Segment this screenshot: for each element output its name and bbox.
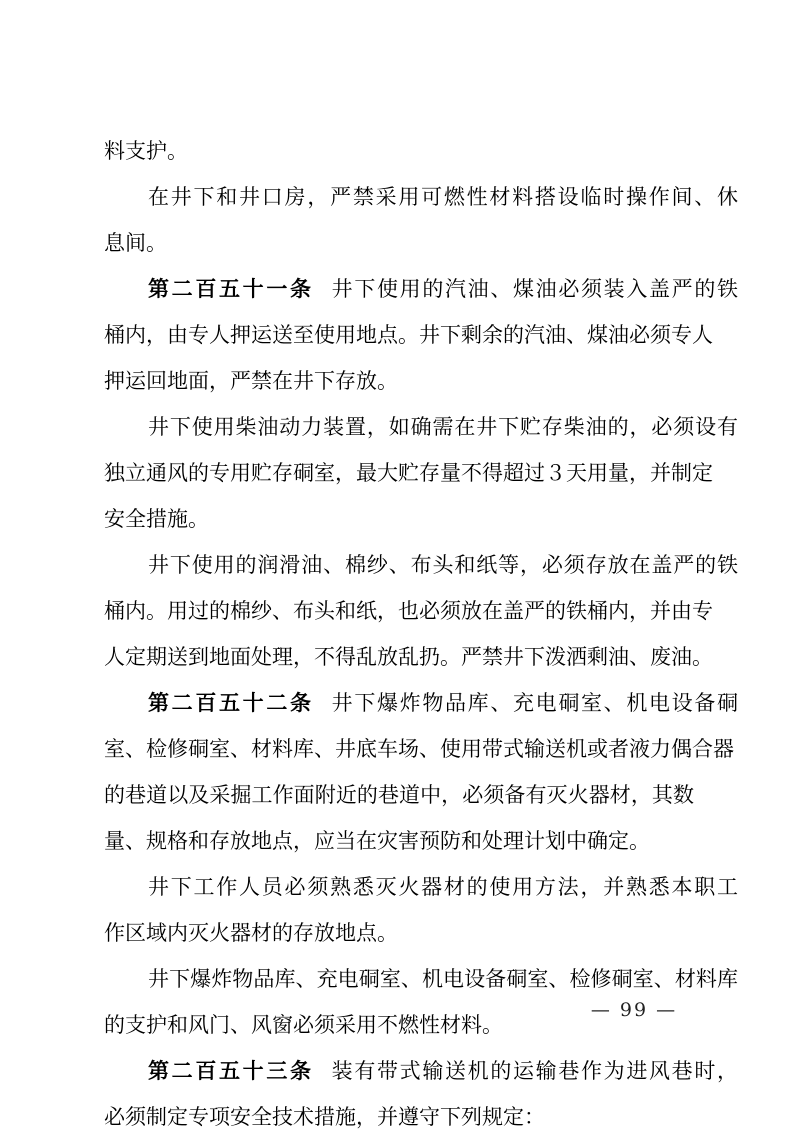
paragraph-first-line: [104, 542, 738, 588]
text-line: [104, 818, 694, 864]
line-text: 桶内。用过的棉纱、布头和纸，也必须放在盖严的铁桶内，并由专: [104, 599, 713, 623]
article-heading-line: [104, 680, 738, 726]
line-text: 井下爆炸物品库、充电硐室、机电设备硐室、检修硐室、材料库: [148, 967, 738, 991]
text-line: [104, 358, 694, 404]
line-text: 料支护。: [104, 139, 188, 163]
text-line: [104, 450, 713, 496]
article-number: 第二百五十二条: [148, 691, 314, 715]
line-text: 的支护和风门、风窗必须采用不燃性材料。: [104, 1013, 503, 1037]
text-line: [104, 312, 713, 358]
line-text: 在井下和井口房，严禁采用可燃性材料搭设临时操作间、休: [148, 185, 738, 209]
text-line: [104, 726, 734, 772]
page-number: — 99 —: [590, 999, 678, 1021]
line-text: 的巷道以及采掘工作面附近的巷道中，必须备有灭火器材，其数: [104, 783, 694, 807]
line-text: 井下工作人员必须熟悉灭火器材的使用方法，并熟悉本职工: [148, 875, 738, 899]
line-text: 人定期送到地面处理，不得乱放乱扔。严禁井下泼洒剩油、废油。: [104, 645, 713, 669]
paragraph-first-line: [104, 174, 738, 220]
document-page: [104, 128, 739, 1140]
line-text: 量、规格和存放地点，应当在灾害预防和处理计划中确定。: [104, 829, 650, 853]
line-text: 井下使用的润滑油、棉纱、布头和纸等，必须存放在盖严的铁: [148, 553, 738, 577]
text-line: [104, 1094, 694, 1140]
text-line: [104, 496, 694, 542]
line-text: 室、检修硐室、材料库、井底车场、使用带式输送机或者液力偶合器: [104, 737, 734, 761]
text-line: [104, 588, 713, 634]
text-line: [104, 128, 694, 174]
line-text: 独立通风的专用贮存硐室，最大贮存量不得超过３天用量，并制定: [104, 461, 713, 485]
line-text: 息间。: [104, 231, 167, 255]
line-text: 作区域内灭火器材的存放地点。: [104, 921, 398, 945]
line-text: 井下爆炸物品库、充电硐室、机电设备硐: [331, 691, 739, 715]
line-text: 装有带式输送机的运输巷作为进风巷时，: [331, 1059, 739, 1083]
line-text: 桶内，由专人押运送至使用地点。井下剩余的汽油、煤油必须专人: [104, 323, 713, 347]
paragraph-first-line: [104, 404, 738, 450]
text-line: [104, 220, 694, 266]
text-line: [104, 634, 713, 680]
line-text: 必须制定专项安全技术措施，并遵守下列规定：: [104, 1105, 545, 1129]
text-line: [104, 910, 694, 956]
article-number: 第二百五十一条: [148, 277, 314, 301]
text-line: [104, 772, 694, 818]
line-text: 押运回地面，严禁在井下存放。: [104, 369, 398, 393]
article-heading-line: [104, 1048, 738, 1094]
paragraph-first-line: [104, 864, 738, 910]
article-heading-line: [104, 266, 738, 312]
line-text: 安全措施。: [104, 507, 209, 531]
article-number: 第二百五十三条: [148, 1059, 314, 1083]
line-text: 井下使用的汽油、煤油必须装入盖严的铁: [331, 277, 739, 301]
line-text: 井下使用柴油动力装置，如确需在井下贮存柴油的，必须设有: [148, 415, 738, 439]
